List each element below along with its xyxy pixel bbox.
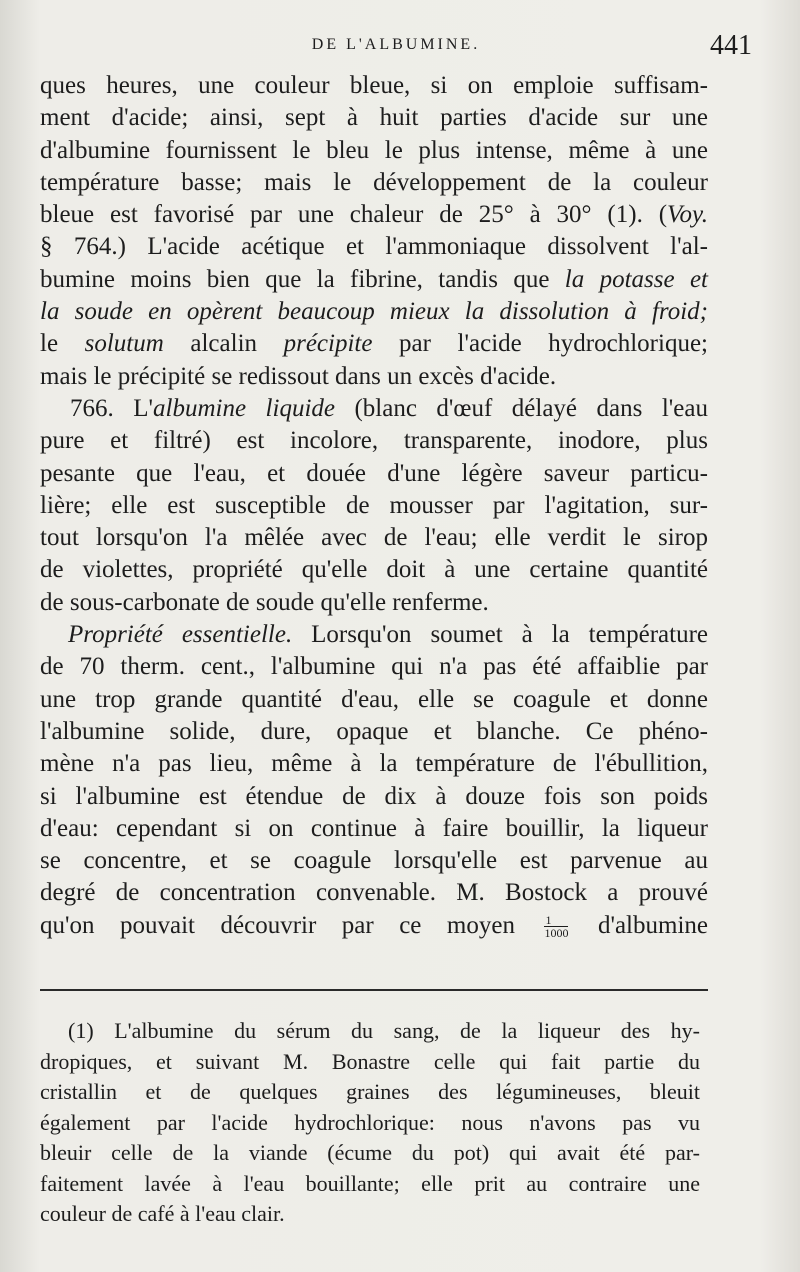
text-line: § 764.) L'acide acétique et l'ammoniaque dissolvent l'al- — [40, 233, 708, 261]
footnote-line: également par l'acide hydrochlorique: nous n'avons pas vu — [40, 1109, 700, 1135]
footnote-line: (1) L'albumine du sérum du sang, de la liqueur des hy- — [68, 1018, 700, 1043]
text-run: par l'acide hydrochlorique; — [372, 330, 708, 358]
text-run: 766. L' — [70, 394, 154, 422]
italic-run: Propriété essentielle. — [68, 621, 293, 649]
text-line: tout lorsqu'on l'a mêlée avec de l'eau; elle verdit le sirop — [40, 524, 708, 552]
text-line: ques heures, une couleur bleue, si on emploie suffisam- — [40, 72, 708, 99]
page-number: 441 — [710, 30, 752, 61]
text-line: d'eau: cependant si on continue à faire bouillir, la liqueur — [40, 814, 708, 842]
fraction — [544, 914, 568, 939]
text-line: lière; elle est susceptible de mousser par l'agitation, sur- — [40, 491, 708, 519]
footnote-line: dropiques, et suivant M. Bonastre celle qui fait partie du — [40, 1048, 700, 1074]
text-line: de 70 therm. cent., l'albumine qui n'a pas été affaiblie par — [40, 653, 708, 681]
italic-run: précipite — [283, 330, 373, 358]
text-line: degré de concentration convenable. M. Bostock a prouvé — [40, 879, 708, 907]
text-line — [40, 264, 708, 296]
footnote-line: cristallin et de quelques graines des légumineuses, bleuit — [40, 1079, 700, 1104]
text-line — [40, 910, 708, 942]
text-line: pure et filtré) est incolore, transparente, inodore, plus — [40, 427, 708, 455]
text-line — [40, 619, 708, 651]
text-line: mène n'a pas lieu, même à la température de l'ébullition, — [40, 750, 708, 778]
text-line: mais le précipité se redissout dans un excès d'acide. — [40, 362, 557, 390]
running-title: DE L'ALBUMINE. — [311, 36, 481, 53]
fraction-numerator: 1 — [544, 914, 568, 927]
footnote-separator — [40, 989, 708, 991]
text-run: d'albumine — [572, 911, 708, 939]
italic-run: la potasse et — [564, 265, 708, 293]
text-line: de violettes, propriété qu'elle doit à une certaine quantité — [40, 556, 708, 584]
text-line: température basse; mais le développement de la couleur — [40, 168, 708, 196]
text-run: bleue est favorisé par une chaleur de 25° à 30° (1). ( — [40, 201, 668, 229]
text-line — [40, 199, 708, 231]
text-line: si l'albumine est étendue de dix à douze fois son poids — [40, 782, 708, 810]
text-line: une trop grande quantité d'eau, elle se coagule et donne — [40, 685, 708, 713]
italic-run: albumine liquide — [153, 394, 335, 422]
italic-run: Voy. — [667, 201, 708, 229]
page-header — [40, 30, 752, 64]
footnote-line: faitement lavée à l'eau bouillante; elle prit au contraire une — [40, 1170, 700, 1196]
text-run: alcalin — [163, 330, 284, 358]
main-text — [40, 70, 708, 942]
text-line — [40, 296, 708, 328]
italic-run: la soude en opèrent beaucoup mieux la dissolution à froid; — [40, 298, 708, 326]
text-line — [40, 393, 708, 425]
text-line: se concentre, et se coagule lorsqu'elle est parvenue au — [40, 847, 708, 875]
text-line: d'albumine fournissent le bleu le plus intense, même à une — [40, 136, 708, 164]
text-run: bumine moins bien que la fibrine, tandis que — [40, 265, 565, 293]
text-line: ment d'acide; ainsi, sept à huit parties d'acide sur une — [40, 104, 708, 132]
text-run: le — [40, 330, 85, 358]
fraction-denominator: 1000 — [544, 926, 569, 941]
footnote-line: couleur de café à l'eau clair. — [40, 1201, 285, 1226]
text-run: Lorsqu'on soumet à la température — [292, 621, 709, 649]
text-run: qu'on pouvait découvrir par ce moyen — [40, 911, 541, 939]
text-line — [40, 328, 708, 360]
text-run: (blanc d'œuf délayé dans l'eau — [334, 394, 708, 422]
text-line: l'albumine solide, dure, opaque et blanche. Ce phéno- — [40, 717, 708, 745]
text-line: de sous-carbonate de soude qu'elle renferme. — [40, 588, 489, 616]
text-line: pesante que l'eau, et douée d'une légère saveur particu- — [40, 459, 708, 487]
italic-run: solutum — [84, 330, 164, 358]
footnote-line: bleuir celle de la viande (écume du pot) qui avait été par- — [40, 1140, 700, 1165]
footnote — [40, 1016, 700, 1230]
